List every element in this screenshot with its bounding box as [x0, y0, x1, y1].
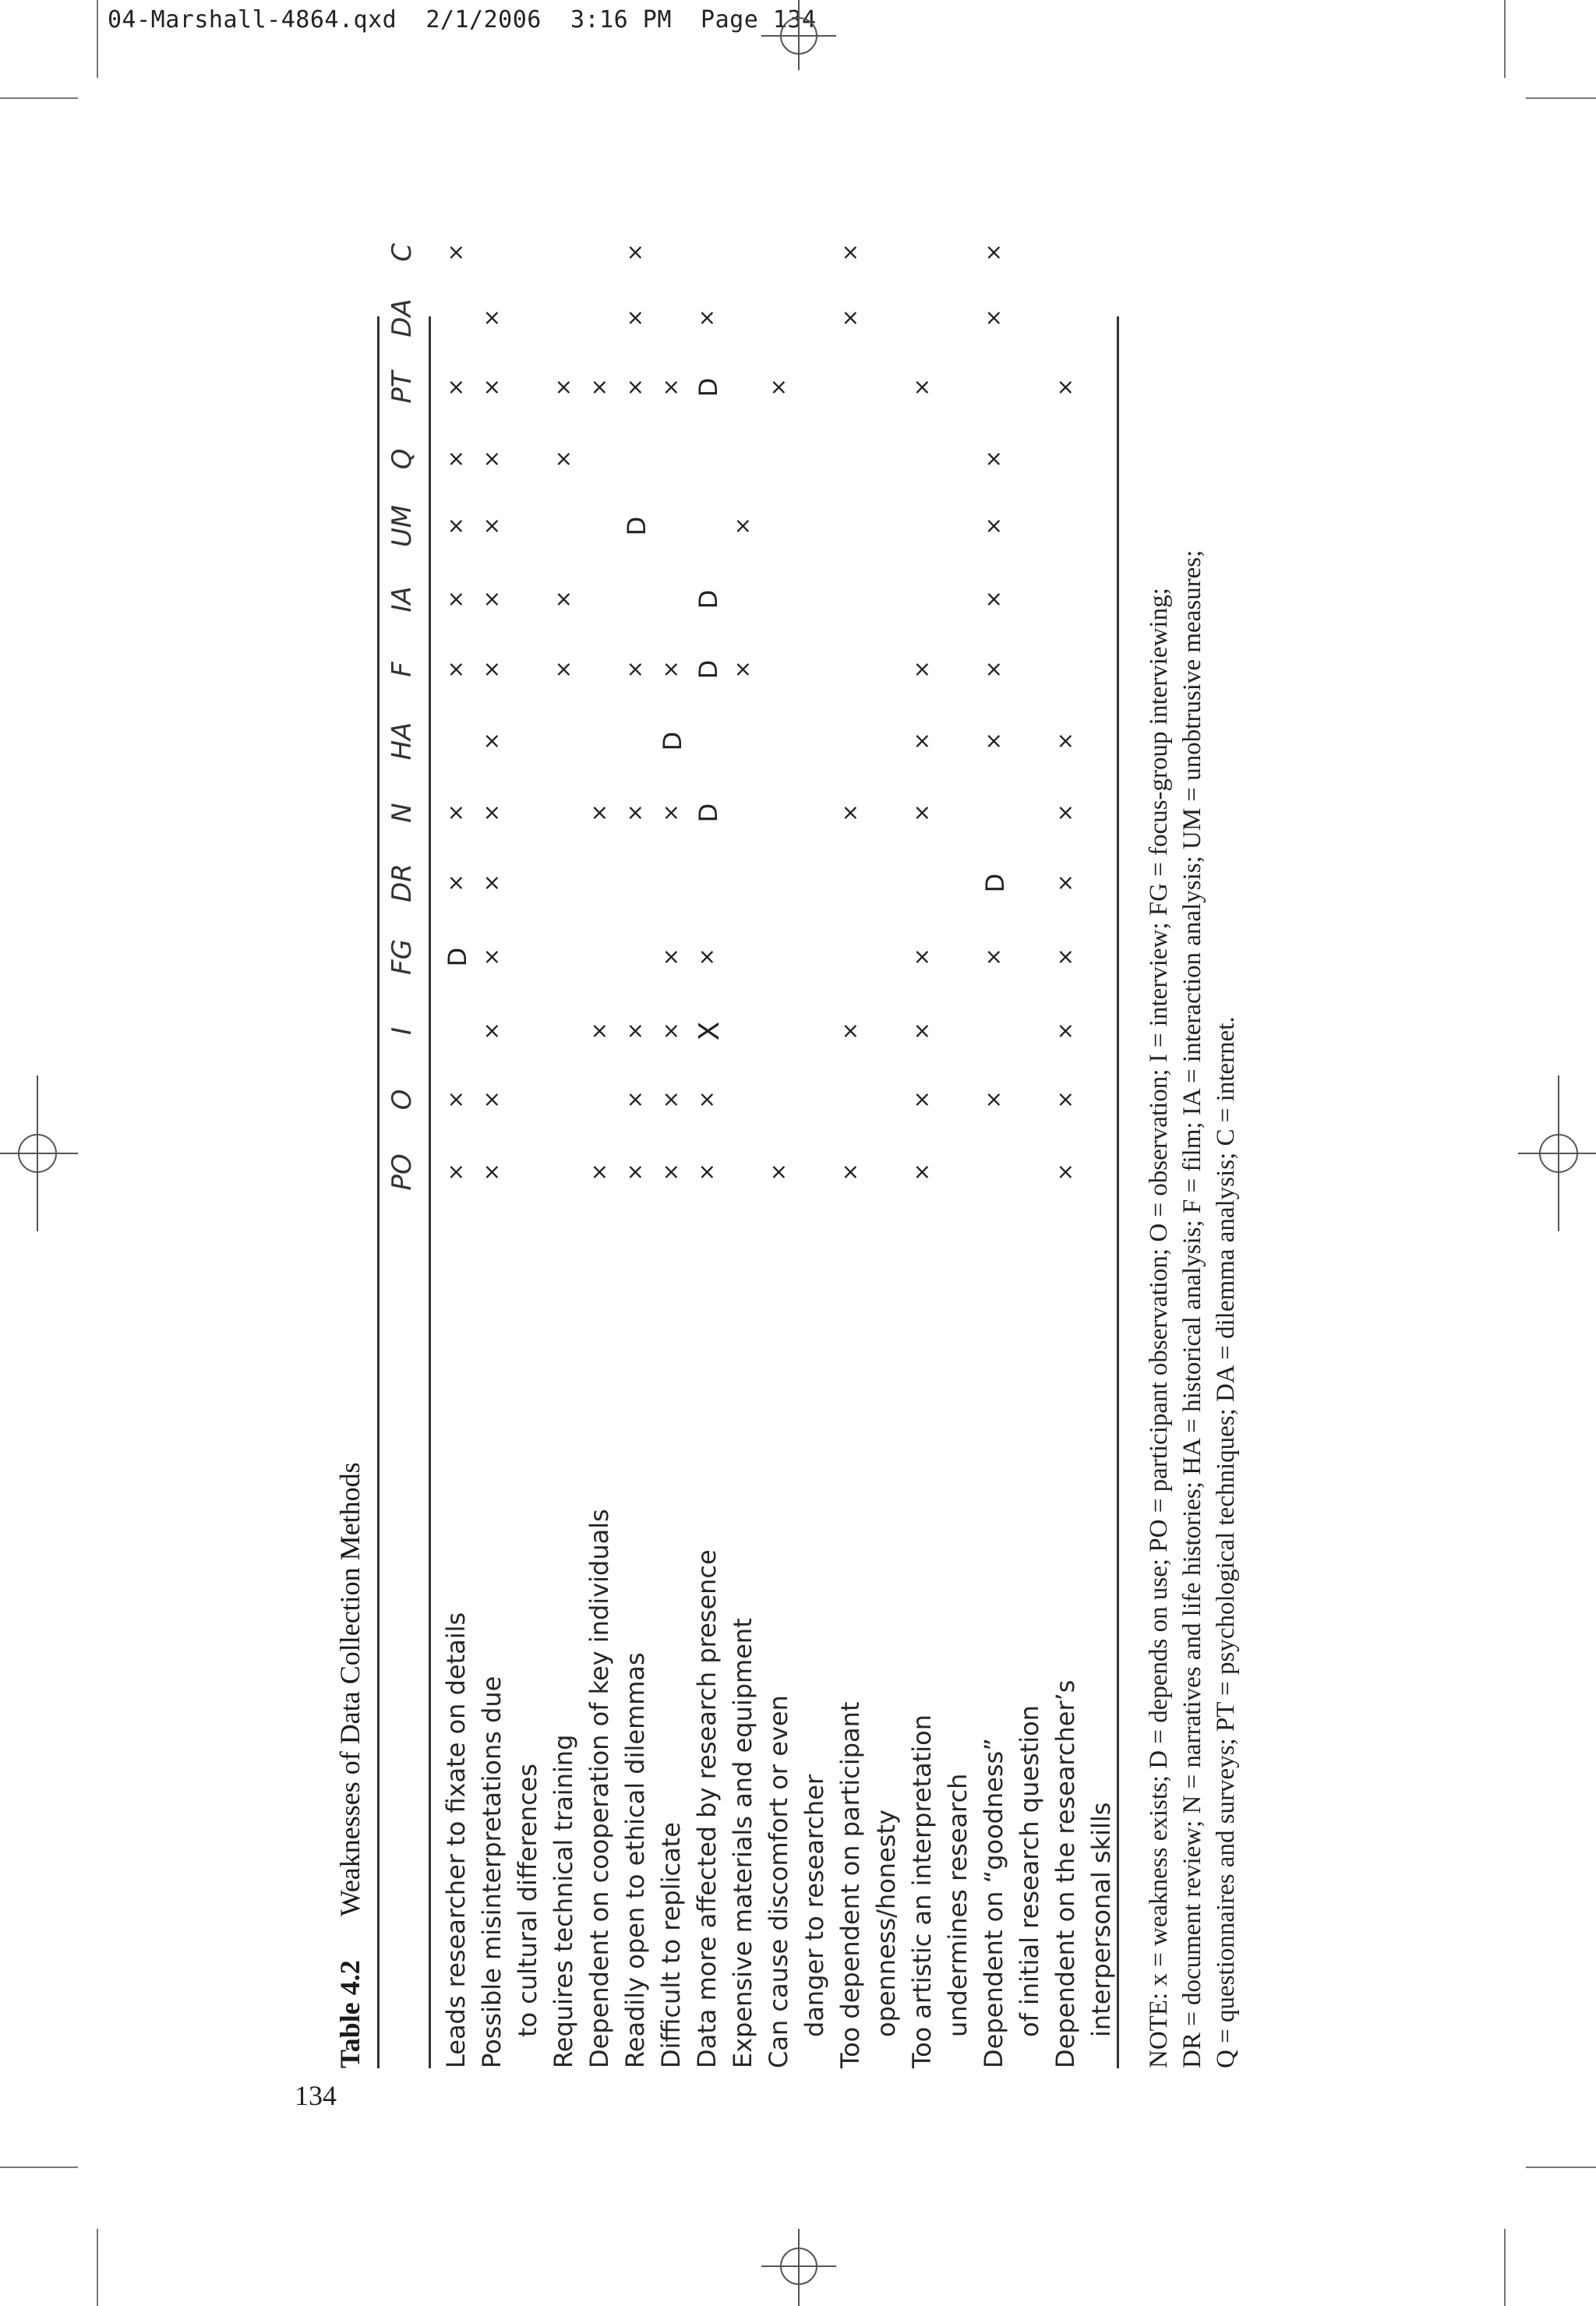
table-cell: ×: [909, 732, 934, 750]
table-cell: ×: [622, 1022, 648, 1040]
column-header: Q: [387, 448, 418, 470]
registration-mark-icon: [1518, 1075, 1596, 1231]
page-number: 134: [295, 2080, 337, 2111]
table-cell: ×: [443, 450, 468, 468]
row-label: interpersonal skills: [1086, 1802, 1116, 2037]
table-cell: ×: [443, 874, 468, 892]
table-cell: ×: [909, 660, 934, 679]
column-header: I: [387, 1026, 418, 1036]
row-label: to cultural differences: [513, 1763, 542, 2037]
column-header: N: [387, 803, 418, 823]
column-header: C: [387, 243, 418, 262]
table-cell: ×: [1052, 948, 1078, 966]
table-note: [1142, 323, 1243, 2068]
row-label: of initial research question: [1015, 1704, 1044, 2037]
column-header: IA: [387, 586, 418, 613]
column-header: FG: [387, 939, 418, 975]
table-cell: ×: [980, 243, 1006, 262]
table-cell: ×: [980, 660, 1006, 679]
table-cell: ×: [837, 243, 863, 262]
file-slug: 04-Marshall-4864.qxd 2/1/2006 3:16 PM Page 134: [108, 6, 817, 34]
table-cell: ×: [443, 517, 468, 535]
table-cell: ×: [550, 590, 576, 609]
registration-mark-icon: [761, 2229, 836, 2306]
table-cell: ×: [837, 1022, 863, 1040]
table-cell: ×: [622, 378, 648, 397]
table-cell: ×: [980, 450, 1006, 468]
table-cell: ×: [443, 590, 468, 609]
table-cell: ×: [478, 1090, 504, 1109]
row-label: Dependent on the researcher’s: [1050, 1679, 1080, 2068]
row-label: Too dependent on participant: [835, 1701, 865, 2068]
table-cell: ×: [622, 243, 648, 262]
crop-mark: [1526, 2167, 1596, 2168]
table-cell: ×: [909, 1163, 934, 1181]
row-label: openness/honesty: [871, 1810, 901, 2037]
table-cell: ×: [658, 1022, 683, 1040]
crop-mark: [0, 2167, 78, 2168]
table-cell: ×: [837, 309, 863, 327]
table-cell: ×: [765, 1163, 791, 1181]
table-cell: ×: [837, 1163, 863, 1181]
row-label: Leads researcher to fixate on details: [441, 1612, 471, 2068]
column-header: UM: [387, 504, 418, 548]
column-header: DA: [387, 298, 418, 337]
table-cell: ×: [478, 517, 504, 535]
row-label: Requires technical training: [549, 1734, 578, 2068]
column-header: PT: [387, 371, 418, 404]
table-cell: D: [658, 731, 687, 751]
table-cell: ×: [622, 660, 648, 679]
crop-mark: [1526, 97, 1596, 99]
table-cell: ×: [694, 1090, 719, 1109]
note-line: NOTE: x = weakness exists; D = depends on use; PO = participant observation; O = observation; I = interview; FG = focus-group interviewing;: [1145, 588, 1173, 2068]
table-cell: ×: [443, 660, 468, 679]
column-header: HA: [387, 722, 418, 761]
table-cell: ×: [694, 309, 719, 327]
table-cell: ×: [478, 309, 504, 327]
table-cell: ×: [909, 948, 934, 966]
table-cell: ×: [980, 732, 1006, 750]
table-cell: ×: [694, 948, 719, 966]
row-label: Difficult to replicate: [656, 1822, 686, 2068]
crop-mark: [97, 0, 98, 78]
table-caption: [334, 1462, 366, 2068]
table-cell: ×: [478, 948, 504, 966]
column-header: DR: [387, 863, 418, 902]
bottom-rule: [1117, 316, 1119, 2068]
table-cell: ×: [443, 1090, 468, 1109]
table-cell: ×: [478, 803, 504, 822]
row-label: Readily open to ethical dilemmas: [620, 1652, 650, 2068]
column-header: O: [387, 1089, 418, 1111]
row-label: Expensive materials and equipment: [728, 1618, 757, 2068]
row-label: undermines research: [943, 1773, 973, 2037]
table-cell: ×: [658, 803, 683, 822]
table-cell: ×: [729, 517, 755, 535]
table-cell: ×: [478, 1022, 504, 1040]
table-cell: ×: [1052, 1022, 1078, 1040]
crop-mark: [0, 97, 78, 99]
row-label: Too artistic an interpretation: [907, 1714, 937, 2068]
row-label: Dependent on “goodness”: [979, 1738, 1008, 2068]
table-cell: ×: [909, 1090, 934, 1109]
table-cell: ×: [622, 309, 648, 327]
table-cell: ×: [586, 378, 612, 397]
table-cell: ×: [478, 1163, 504, 1181]
table-cell: ×: [443, 803, 468, 822]
table-cell: ×: [837, 803, 863, 822]
table-cell: ×: [478, 874, 504, 892]
table-cell: D: [694, 659, 723, 680]
table-cell: ×: [1052, 803, 1078, 822]
table-cell: ×: [586, 1163, 612, 1181]
table-label: Table 4.2: [334, 1960, 365, 2068]
table-cell: ×: [550, 660, 576, 679]
table-cell: ×: [1052, 732, 1078, 750]
row-label: Can cause discomfort or even: [764, 1695, 793, 2068]
table-cell: ×: [1052, 378, 1078, 397]
table-cell: ×: [909, 1022, 934, 1040]
table-cell: ×: [980, 517, 1006, 535]
table-title: Weaknesses of Data Collection Methods: [334, 1462, 365, 1917]
table-cell: D: [980, 873, 1010, 893]
table-cell: ×: [658, 1163, 683, 1181]
table-cell: ×: [586, 1022, 612, 1040]
table-cell: ×: [443, 378, 468, 397]
table-cell: ×: [765, 378, 791, 397]
table-cell: ×: [980, 309, 1006, 327]
table-cell: X: [694, 1021, 726, 1041]
table-cell: ×: [658, 948, 683, 966]
column-header: F: [387, 662, 418, 677]
table-cell: ×: [909, 378, 934, 397]
table-cell: ×: [658, 1090, 683, 1109]
table-cell: D: [622, 516, 651, 536]
table-cell: D: [694, 803, 723, 823]
crop-mark: [97, 2229, 98, 2306]
table-cell: ×: [443, 1163, 468, 1181]
table-cell: ×: [622, 1163, 648, 1181]
note-line: DR = document review; N = narratives and life histories; HA = historical analysis; F = film; IA = interaction analysis; UM = unobtrusive measures;: [1178, 549, 1206, 2068]
table-cell: ×: [478, 378, 504, 397]
table-cell: D: [443, 947, 472, 967]
column-header: PO: [387, 1153, 418, 1191]
table-cell: ×: [478, 450, 504, 468]
table-cell: ×: [658, 378, 683, 397]
table-cell: ×: [478, 732, 504, 750]
row-label: Dependent on cooperation of key individuals: [584, 1509, 614, 2068]
table-cell: ×: [1052, 874, 1078, 892]
table-cell: ×: [694, 1163, 719, 1181]
table-cell: ×: [658, 660, 683, 679]
top-rule: [377, 316, 380, 2068]
table-cell: ×: [909, 803, 934, 822]
table-cell: D: [694, 377, 723, 397]
table-cell: ×: [622, 803, 648, 822]
table-cell: ×: [550, 378, 576, 397]
table-cell: ×: [478, 660, 504, 679]
table-block: [326, 0, 1510, 2068]
table-cell: ×: [1052, 1163, 1078, 1181]
row-label: danger to researcher: [800, 1774, 829, 2037]
row-label: Data more affected by research presence: [692, 1549, 722, 2068]
table-cell: ×: [729, 660, 755, 679]
registration-mark-icon: [0, 1075, 78, 1231]
table-cell: ×: [980, 1090, 1006, 1109]
row-label: Possible misinterpretations due: [477, 1676, 507, 2068]
crop-mark: [1504, 2229, 1506, 2306]
table-cell: ×: [443, 243, 468, 262]
note-line: Q = questionnaires and surveys; PT = psychological techniques; DA = dilemma analysis; C = internet.: [1212, 1016, 1240, 2068]
table-cell: ×: [586, 803, 612, 822]
table-cell: ×: [980, 590, 1006, 609]
table-cell: ×: [980, 948, 1006, 966]
table-cell: ×: [478, 590, 504, 609]
table-cell: ×: [622, 1090, 648, 1109]
table-cell: ×: [550, 450, 576, 468]
table-cell: D: [694, 589, 723, 609]
header-rule: [429, 316, 431, 2068]
table-cell: ×: [1052, 1090, 1078, 1109]
